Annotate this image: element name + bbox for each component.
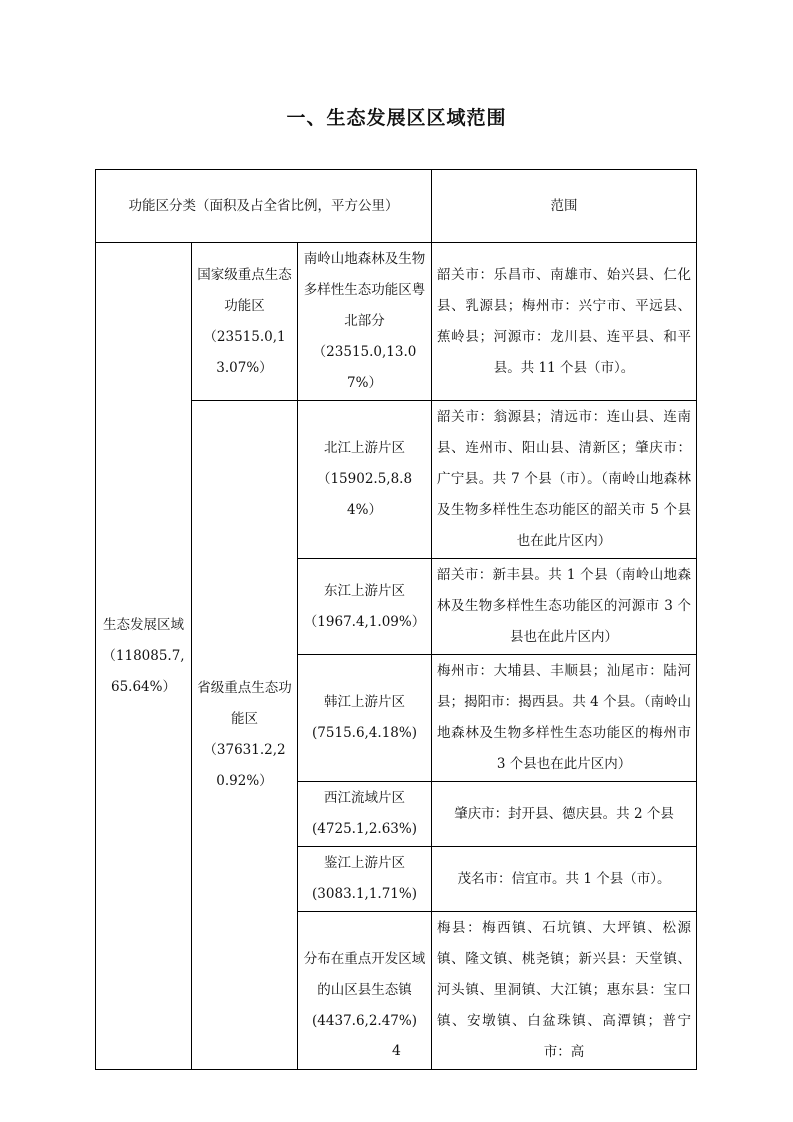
provincial-level-cell <box>192 401 298 1070</box>
national-level-name: 国家级重点生态功能区 <box>197 266 292 314</box>
level1-cell <box>96 243 192 1070</box>
zone-name-cell <box>298 847 432 912</box>
national-scope-cell: 韶关市：乐昌市、南雄市、始兴县、仁化县、乳源县；梅州市：兴宁市、平远县、蕉岭县；河源市：龙川县、连平县、和平县。共 11 个县（市）。 <box>432 243 697 401</box>
page-number: 4 <box>392 1043 401 1059</box>
table-header-row <box>96 170 697 243</box>
zone-scope-cell: 肇庆市：封开县、德庆县。共 2 个县 <box>432 782 697 847</box>
zone-scope-cell: 韶关市：新丰县。共 1 个县（南岭山地森林及生物多样性生态功能区的河源市 3 个县也在此片区内） <box>432 559 697 655</box>
level1-name: 生态发展区域 <box>103 616 184 633</box>
zone-scope-cell: 茂名市：信宜市。共 1 个县（市）。 <box>432 847 697 912</box>
zone-name-cell <box>298 655 432 782</box>
zone-name: 东江上游片区 <box>324 582 406 599</box>
level1-area: （118085.7,65.64%） <box>102 647 185 695</box>
zone-area: (4725.1,2.63%) <box>312 821 417 837</box>
national-zone-cell <box>298 243 432 401</box>
provincial-level-name: 省级重点生态功能区 <box>197 680 292 727</box>
zone-area: (7515.6,4.18%) <box>312 725 417 741</box>
national-level-cell <box>192 243 298 401</box>
table-row <box>96 243 697 401</box>
zone-area: (4437.6,2.47%) <box>312 1013 417 1029</box>
zone-scope-cell: 梅县：梅西镇、石坑镇、大坪镇、松源镇、隆文镇、桃尧镇；新兴县：天堂镇、河头镇、里洞镇、大江镇；惠东县：宝口镇、安墩镇、白盆珠镇、高潭镇；普宁市：高 <box>432 912 697 1070</box>
national-zone-name: 南岭山地森林及生物多样性生态功能区粤北部分 <box>303 251 426 329</box>
region-range-table <box>95 169 697 1070</box>
zone-name: 北江上游片区 <box>324 440 406 456</box>
header-scope-cell: 范围 <box>432 170 697 243</box>
zone-area: (3083.1,1.71%) <box>312 886 417 902</box>
page-title: 一、生态发展区区域范围 <box>286 107 507 129</box>
national-zone-area: （23515.0,13.07%） <box>312 344 417 391</box>
zone-area: （1967.4,1.09%） <box>303 613 426 630</box>
zone-name: 韩江上游片区 <box>324 694 406 710</box>
zone-name-cell <box>298 782 432 847</box>
national-level-area: （23515.0,13.07%） <box>203 328 286 376</box>
zone-scope-cell: 韶关市：翁源县；清远市：连山县、连南县、连州市、阳山县、清新区；肇庆市：广宁县。共 7 个县（市）。（南岭山地森林及生物多样性生态功能区的韶关市 5 个县也在此片区内） <box>432 401 697 559</box>
zone-name: 西江流域片区 <box>324 790 406 806</box>
zone-name: 分布在重点开发区域的山区县生态镇 <box>303 951 426 998</box>
zone-scope-cell: 梅州市：大埔县、丰顺县；汕尾市：陆河县；揭阳市：揭西县。共 4 个县。（南岭山地森林及生物多样性生态功能区的梅州市 3 个县也在此片区内） <box>432 655 697 782</box>
zone-name: 鉴江上游片区 <box>324 855 406 871</box>
header-category-cell: 功能区分类（面积及占全省比例，平方公里） <box>96 170 432 243</box>
zone-name-cell <box>298 559 432 655</box>
zone-area: （15902.5,8.84%） <box>316 471 413 518</box>
zone-name-cell <box>298 401 432 559</box>
provincial-level-area: （37631.2,20.92%） <box>203 742 286 789</box>
